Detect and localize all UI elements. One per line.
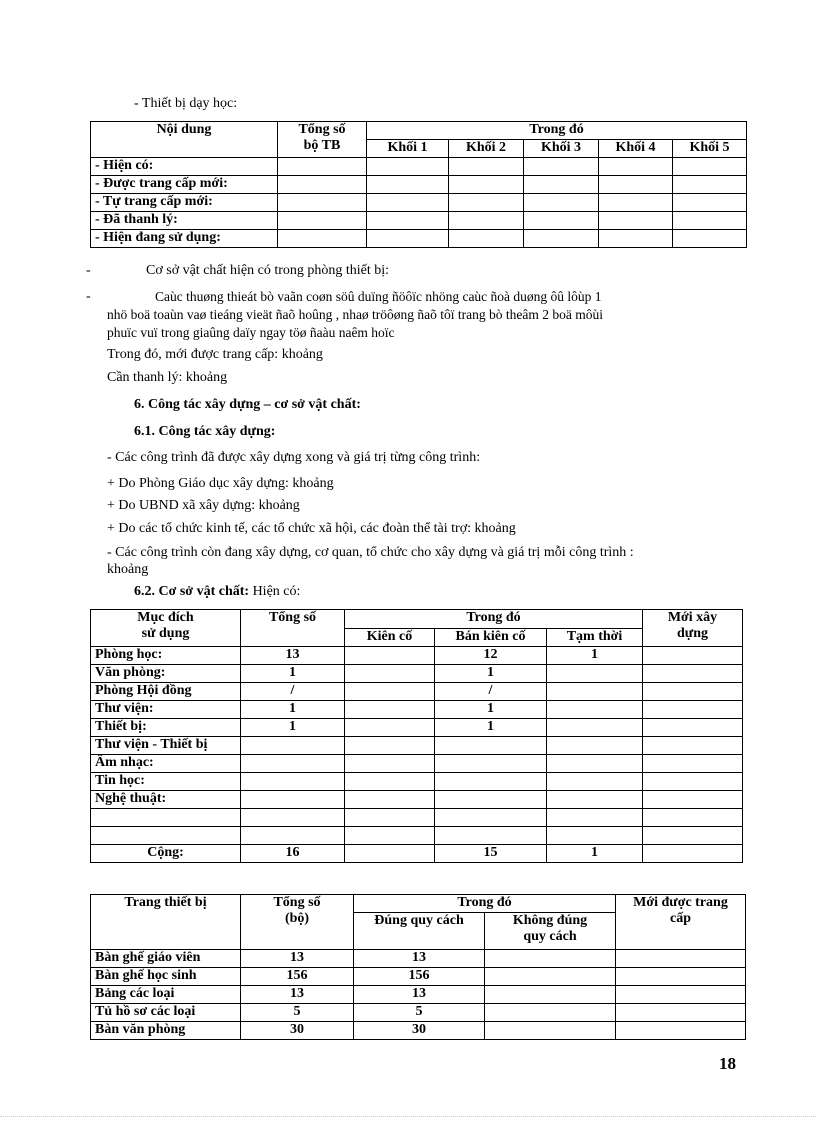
bullet-organizations: + Do các tổ chức kinh tế, các tổ chức xã hội, các đoàn thể tài trợ: khoảng [107, 521, 516, 536]
cell-semi [435, 773, 547, 791]
cell-nonstd [485, 986, 616, 1004]
cell-new [616, 1022, 746, 1040]
ongoing-works-line-2: khoảng [107, 562, 149, 577]
cell-name: Tin học: [91, 773, 241, 791]
cell-new [643, 845, 743, 863]
cell-total: 13 [241, 986, 354, 1004]
to-liquidate-text: Cần thanh lý: khoảng [107, 370, 228, 385]
cell-solid [345, 791, 435, 809]
cell-total: 5 [241, 1004, 354, 1022]
cell-total: 156 [241, 968, 354, 986]
table-row [91, 809, 743, 827]
table-row: - Hiện có: [91, 158, 747, 176]
header-semi-solid: Bán kiên cố [435, 628, 547, 647]
header-total: Tổng số bộ TB [278, 122, 367, 158]
table-row [91, 950, 746, 968]
table-row [91, 647, 743, 665]
header-grade-3: Khối 3 [524, 140, 599, 158]
cell-new [643, 665, 743, 683]
cell-semi: 1 [435, 719, 547, 737]
table-row [91, 1022, 746, 1040]
cell-name: Thư viện - Thiết bị [91, 737, 241, 755]
lab-facilities-text: Cơ sở vật chất hiện có trong phòng thiết bị: [146, 263, 390, 278]
cell-semi [435, 809, 547, 827]
table-row [91, 737, 743, 755]
cell-name: Bàn ghế giáo viên [91, 950, 241, 968]
cell-temp [547, 683, 643, 701]
cell-solid [345, 737, 435, 755]
cell-semi: 12 [435, 647, 547, 665]
cell-name: Âm nhạc: [91, 755, 241, 773]
cell-temp [547, 737, 643, 755]
cell-name: Thiết bị: [91, 719, 241, 737]
header-of-which: Trong đó [354, 895, 616, 913]
header-of-which: Trong đó [345, 610, 643, 629]
equipment-table [90, 121, 747, 248]
dash-2: - [86, 289, 91, 304]
table-row [91, 791, 743, 809]
header-temporary: Tạm thời [547, 628, 643, 647]
header-total: Tổng số (bộ) [241, 895, 354, 950]
header-newly-supplied: Mới được trang cấp [616, 895, 746, 950]
cell-nonstd [485, 968, 616, 986]
cell-new [643, 683, 743, 701]
cell-std: 13 [354, 986, 485, 1004]
cell-new [643, 719, 743, 737]
header-grade-5: Khối 5 [673, 140, 747, 158]
section-6-2-heading: 6.2. Cơ sở vật chất: Hiện có: [134, 584, 301, 599]
cell-total [241, 755, 345, 773]
completed-works-text: - Các công trình đã được xây dựng xong và giá trị từng công trình: [107, 450, 481, 465]
cell-total: 1 [241, 665, 345, 683]
cell-new [643, 755, 743, 773]
bullet-education-dept: + Do Phòng Giáo dục xây dựng: khoảng [107, 476, 334, 491]
header-of-which: Trong đó [367, 122, 747, 140]
cell-temp [547, 809, 643, 827]
table-row: - Tự trang cấp mới: [91, 194, 747, 212]
table-row [91, 1004, 746, 1022]
furniture-table [90, 894, 746, 1040]
cell-new [616, 1004, 746, 1022]
cell-total: 1 [241, 719, 345, 737]
header-grade-4: Khối 4 [599, 140, 673, 158]
table-row [91, 986, 746, 1004]
cell-nonstd [485, 950, 616, 968]
cell-new [643, 773, 743, 791]
cell-total: 13 [241, 950, 354, 968]
header-equipment: Trang thiết bị [91, 895, 241, 950]
cell-temp [547, 755, 643, 773]
cell-solid [345, 719, 435, 737]
section-6-1-heading: 6.1. Công tác xây dựng: [134, 424, 276, 439]
cell-new [616, 986, 746, 1004]
newly-supplied-text: Trong đó, mới được trang cấp: khoảng [107, 347, 323, 362]
cell-solid [345, 845, 435, 863]
cell-semi: / [435, 683, 547, 701]
garbled-text-line-2: nhö boä toaùn vaø tieáng vieät ñaõ hoûng , nhaø tröôøng ñaõ tôï trang bò theâm 2 boä môùi [107, 307, 604, 322]
cell-new [643, 827, 743, 845]
header-content: Nội dung [91, 122, 278, 158]
cell-name: Nghệ thuật: [91, 791, 241, 809]
table-row [91, 683, 743, 701]
cell-semi [435, 755, 547, 773]
table-row [91, 968, 746, 986]
cell-semi [435, 737, 547, 755]
header-purpose: Mục đích sử dụng [91, 610, 241, 647]
table-row [91, 665, 743, 683]
cell-temp [547, 719, 643, 737]
cell-total [241, 791, 345, 809]
cell-total: 30 [241, 1022, 354, 1040]
dash-1: - [86, 263, 91, 278]
cell-semi [435, 791, 547, 809]
cell-name: Cộng: [91, 845, 241, 863]
cell-total: 16 [241, 845, 345, 863]
cell-name: Bàn văn phòng [91, 1022, 241, 1040]
page-number: 18 [719, 1054, 736, 1073]
cell-semi: 1 [435, 701, 547, 719]
table-row: - Hiện đang sử dụng: [91, 230, 747, 248]
cell-nonstd [485, 1004, 616, 1022]
cell-name: Bảng các loại [91, 986, 241, 1004]
cell-semi [435, 827, 547, 845]
cell-std: 30 [354, 1022, 485, 1040]
cell-total: / [241, 683, 345, 701]
cell-new [616, 968, 746, 986]
header-grade-2: Khối 2 [449, 140, 524, 158]
header-nonstandard: Không đúng quy cách [485, 913, 616, 950]
section-6-heading: 6. Công tác xây dựng – cơ sở vật chất: [134, 397, 361, 412]
cell-temp: 1 [547, 647, 643, 665]
cell-new [643, 647, 743, 665]
cell-name: Thư viện: [91, 701, 241, 719]
cell-solid [345, 755, 435, 773]
table-row [91, 845, 743, 863]
page-bottom-border [0, 1116, 816, 1117]
cell-name [91, 809, 241, 827]
cell-temp [547, 827, 643, 845]
table-row [91, 827, 743, 845]
table-row [91, 719, 743, 737]
cell-temp [547, 791, 643, 809]
cell-total [241, 809, 345, 827]
cell-name: Văn phòng: [91, 665, 241, 683]
cell-name: Phòng học: [91, 647, 241, 665]
cell-total [241, 773, 345, 791]
cell-new [643, 701, 743, 719]
table-row: - Được trang cấp mới: [91, 176, 747, 194]
cell-nonstd [485, 1022, 616, 1040]
ongoing-works-line-1: - Các công trình còn đang xây dựng, cơ quan, tổ chức cho xây dựng và giá trị mỗi công trình : [107, 545, 634, 560]
cell-new [616, 950, 746, 968]
garbled-text-line-1: Caùc thuøng thieát bò vaãn coøn söû duïng ñöôïc nhöng caùc ñoà duøng ôû lôùp 1 [155, 289, 602, 304]
cell-total: 13 [241, 647, 345, 665]
cell-temp [547, 773, 643, 791]
cell-name: Bàn ghế học sinh [91, 968, 241, 986]
cell-solid [345, 647, 435, 665]
facilities-table [90, 609, 743, 863]
cell-total: 1 [241, 701, 345, 719]
cell-std: 5 [354, 1004, 485, 1022]
cell-name: Tủ hồ sơ các loại [91, 1004, 241, 1022]
header-standard: Đúng quy cách [354, 913, 485, 950]
cell-total [241, 827, 345, 845]
cell-solid [345, 701, 435, 719]
cell-total [241, 737, 345, 755]
cell-temp: 1 [547, 845, 643, 863]
cell-new [643, 809, 743, 827]
table-row [91, 701, 743, 719]
bullet-commune: + Do UBND xã xây dựng: khoảng [107, 498, 300, 513]
header-new-build: Mới xây dựng [643, 610, 743, 647]
cell-new [643, 791, 743, 809]
cell-solid [345, 827, 435, 845]
header-total: Tổng số [241, 610, 345, 647]
cell-std: 13 [354, 950, 485, 968]
cell-solid [345, 773, 435, 791]
cell-solid [345, 683, 435, 701]
garbled-text-line-3: phuïc vuï trong giaûng daïy ngay töø ñaàu naêm hoïc [107, 325, 395, 340]
cell-solid [345, 809, 435, 827]
header-solid: Kiên cố [345, 628, 435, 647]
cell-new [643, 737, 743, 755]
cell-std: 156 [354, 968, 485, 986]
cell-name: Phòng Hội đồng [91, 683, 241, 701]
header-grade-1: Khối 1 [367, 140, 449, 158]
table-row [91, 773, 743, 791]
cell-semi: 1 [435, 665, 547, 683]
cell-semi: 15 [435, 845, 547, 863]
table-row [91, 755, 743, 773]
table-row: - Đã thanh lý: [91, 212, 747, 230]
cell-name [91, 827, 241, 845]
equipment-heading: - Thiết bị dạy học: [134, 96, 238, 111]
cell-temp [547, 701, 643, 719]
cell-temp [547, 665, 643, 683]
cell-solid [345, 665, 435, 683]
